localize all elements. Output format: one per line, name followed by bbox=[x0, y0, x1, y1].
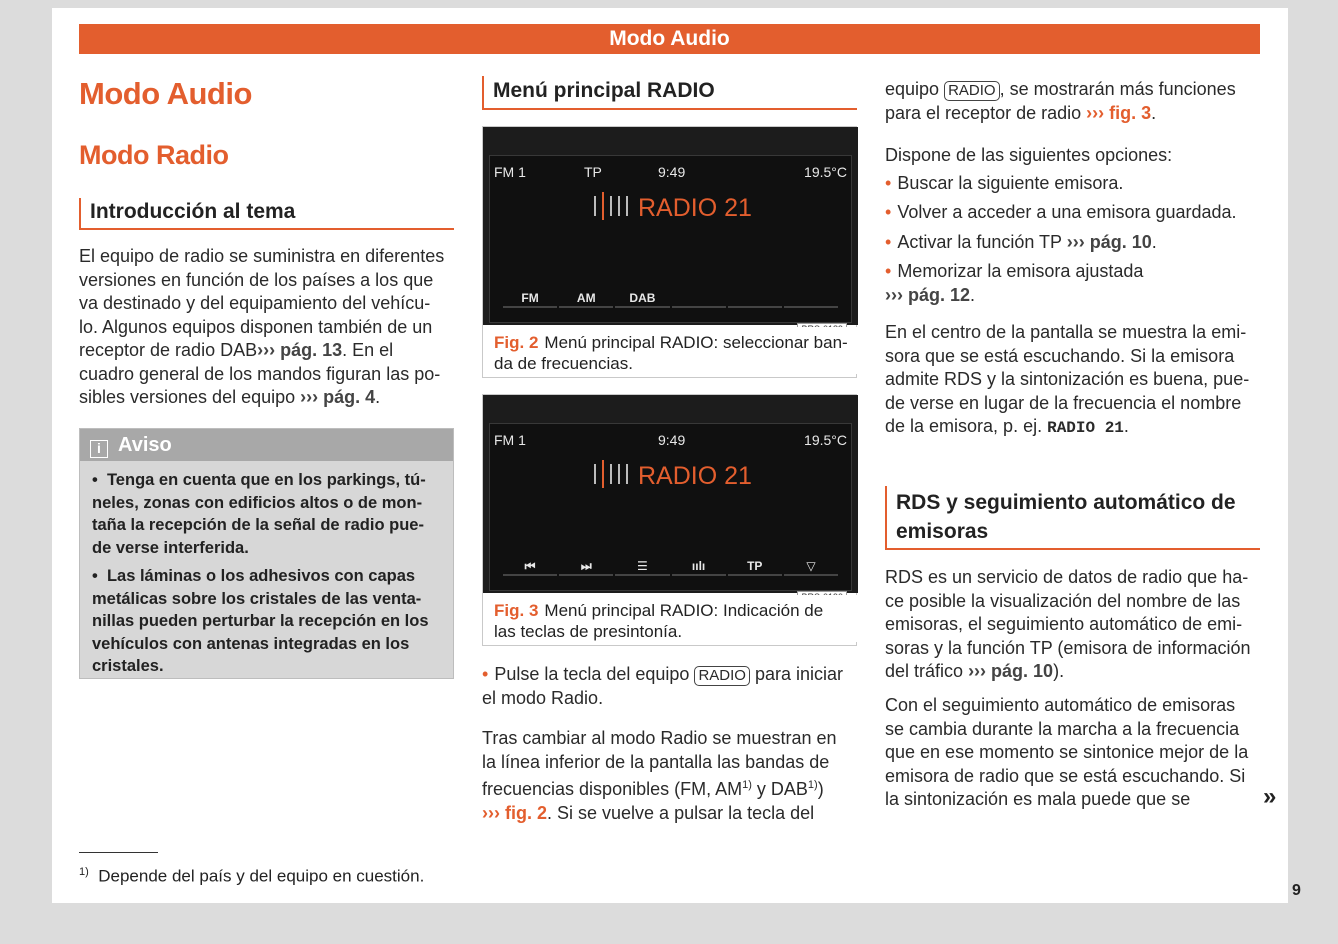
info-icon: i bbox=[90, 440, 108, 458]
skip-back-icon[interactable]: ⏮ bbox=[503, 556, 557, 576]
subsection-title-rds: RDS y seguimiento automático de emisoras bbox=[885, 486, 1260, 550]
signal-icon bbox=[594, 460, 634, 488]
temperature: 19.5°C bbox=[804, 432, 847, 448]
softkey-tp[interactable]: TP bbox=[728, 556, 782, 576]
screen-display bbox=[489, 155, 852, 323]
page-ref-link[interactable]: ››› pág. 10 bbox=[968, 661, 1054, 681]
figure-2 bbox=[482, 126, 857, 378]
radio-screen bbox=[483, 395, 858, 593]
notice-item: • Tenga en cuenta que en los parkings, tú-neles, zonas con edificios altos o de mon-taña la recepción de la señal de radio pue-de verse interferida. bbox=[92, 471, 426, 557]
chapter-title: Modo Audio bbox=[79, 76, 252, 111]
notice-box bbox=[79, 428, 454, 679]
list-icon[interactable]: ☰ bbox=[615, 556, 669, 576]
signal-icon bbox=[594, 192, 634, 220]
page-ref-link[interactable]: ››› pág. 13 bbox=[257, 340, 343, 360]
step-instruction: • Pulse la tecla del equipo RADIO para iniciar el modo Radio. bbox=[482, 664, 844, 708]
list-item: • Activar la función TP ››› pág. 10. bbox=[885, 231, 1157, 252]
display-paragraph: En el centro de la pantalla se muestra la emi- sora que se está escuchando. Si la emisora admite RDS y la sintonización es buena, pue- de verse en lugar de la frecuencia el nombre de la emisora, p. ej. RADIO 21. bbox=[885, 322, 1250, 437]
radio-screen bbox=[483, 127, 858, 325]
clock: 9:49 bbox=[658, 164, 686, 180]
skip-forward-icon[interactable]: ⏭ bbox=[559, 556, 613, 576]
radio-key: RADIO bbox=[694, 666, 750, 686]
softkey-dab[interactable]: DAB bbox=[615, 288, 669, 308]
figure-caption: Fig. 3 Menú principal RADIO: Indicación de las teclas de presintonía. bbox=[483, 595, 858, 642]
radio-functions-paragraph: equipo RADIO , se mostrarán más funciones para el receptor de radio ››› fig. 3. bbox=[885, 79, 1236, 123]
figure-caption: Fig. 2 Menú principal RADIO: seleccionar ban-da de frecuencias. bbox=[483, 327, 858, 374]
figure-3 bbox=[482, 394, 857, 646]
page-ref-link[interactable]: ››› pág. 4 bbox=[300, 387, 376, 407]
clock: 9:49 bbox=[658, 432, 686, 448]
softkey-am[interactable]: AM bbox=[559, 288, 613, 308]
softkey-fm[interactable]: FM bbox=[503, 288, 557, 308]
scan-icon[interactable]: ıılı bbox=[672, 556, 726, 576]
rds-paragraph: RDS es un servicio de datos de radio que ha- ce posible la visualización del nombre de las emisoras, el seguimiento automático de emi- soras y la función TP (emisora de información del tráfico ››› pág. 10). bbox=[885, 567, 1251, 681]
softkey-empty[interactable] bbox=[672, 288, 726, 308]
radio-key: RADIO bbox=[944, 81, 1000, 101]
page-number: 9 bbox=[1292, 882, 1301, 899]
page-ref-link[interactable]: ››› pág. 10 bbox=[1066, 231, 1152, 252]
softkey-empty[interactable] bbox=[784, 288, 838, 308]
band-label: FM 1 bbox=[494, 164, 526, 180]
subsection-title-intro: Introducción al tema bbox=[79, 198, 454, 230]
intro-paragraph: El equipo de radio se suministra en diferentes versiones en función de los países a los que va destinado y del equipamiento del vehícu- lo. Algunos equipos disponen también de un receptor de radio DAB››› pág. 13. En el cuadro general de los mandos figuran las po- sibles versiones del equipo ››› pág. 4. bbox=[79, 246, 445, 407]
station-name: RADIO 21 bbox=[638, 462, 752, 490]
list-item: • Buscar la siguiente emisora. bbox=[885, 172, 1124, 193]
station-name: RADIO 21 bbox=[638, 194, 752, 222]
temperature: 19.5°C bbox=[804, 164, 847, 180]
section-title: Modo Radio bbox=[79, 140, 229, 170]
screen-display bbox=[489, 423, 852, 591]
notice-title: Aviso bbox=[118, 434, 172, 456]
chapter-header: Modo Audio bbox=[79, 24, 1260, 54]
softkey-empty[interactable] bbox=[728, 288, 782, 308]
figure-ref-link[interactable]: ››› fig. 3 bbox=[1086, 102, 1152, 123]
notice-body bbox=[80, 461, 453, 678]
subsection-title-menu: Menú principal RADIO bbox=[482, 76, 857, 110]
continue-mark: » bbox=[1263, 783, 1277, 810]
footnote-divider bbox=[79, 852, 158, 853]
notice-item: • Las láminas o los adhesivos con capas metálicas sobre los cristales de las venta-nillas pueden perturbar la recepción en los vehículos con antenas integradas en los cristales. bbox=[92, 567, 429, 675]
list-item: • Volver a acceder a una emisora guardada. bbox=[885, 202, 1237, 222]
footnote: $^{1)}$ Depende del país y del equipo en cuestión. bbox=[79, 866, 425, 886]
options-list: Dispone de las siguientes opciones: • Buscar la siguiente emisora. • Volver a acceder a una emisora guardada. • Activar la función TP ››› pág. 10. • Memorizar la emisora ajustada ››› pág. 12. bbox=[885, 144, 1260, 307]
radio-mode-paragraph: Tras cambiar al modo Radio se muestran en la línea inferior de la pantalla las bandas de frecuencias disponibles (FM, AM$^{1)}$ y DAB$^{1)}$) ››› fig. 2. Si se vuelve a pulsar la tecla del bbox=[482, 728, 837, 823]
tp-indicator: TP bbox=[584, 164, 602, 180]
figure-ref-link[interactable]: ››› fig. 2 bbox=[482, 802, 547, 823]
softkey-row bbox=[502, 556, 839, 576]
softkey-row bbox=[502, 288, 839, 308]
band-label: FM 1 bbox=[494, 432, 526, 448]
chevron-down-icon[interactable]: ▽ bbox=[784, 556, 838, 576]
page-ref-link[interactable]: ››› pág. 12 bbox=[885, 284, 971, 305]
tracking-paragraph: Con el seguimiento automático de emisoras se cambia durante la marcha a la frecuencia que en ese momento se sintonice mejor de la emisora de radio que se está escuchando. Si la sintonización es mala puede que se bbox=[885, 695, 1249, 809]
notice-header bbox=[80, 429, 453, 461]
list-item: • Memorizar la emisora ajustada bbox=[885, 261, 1144, 281]
